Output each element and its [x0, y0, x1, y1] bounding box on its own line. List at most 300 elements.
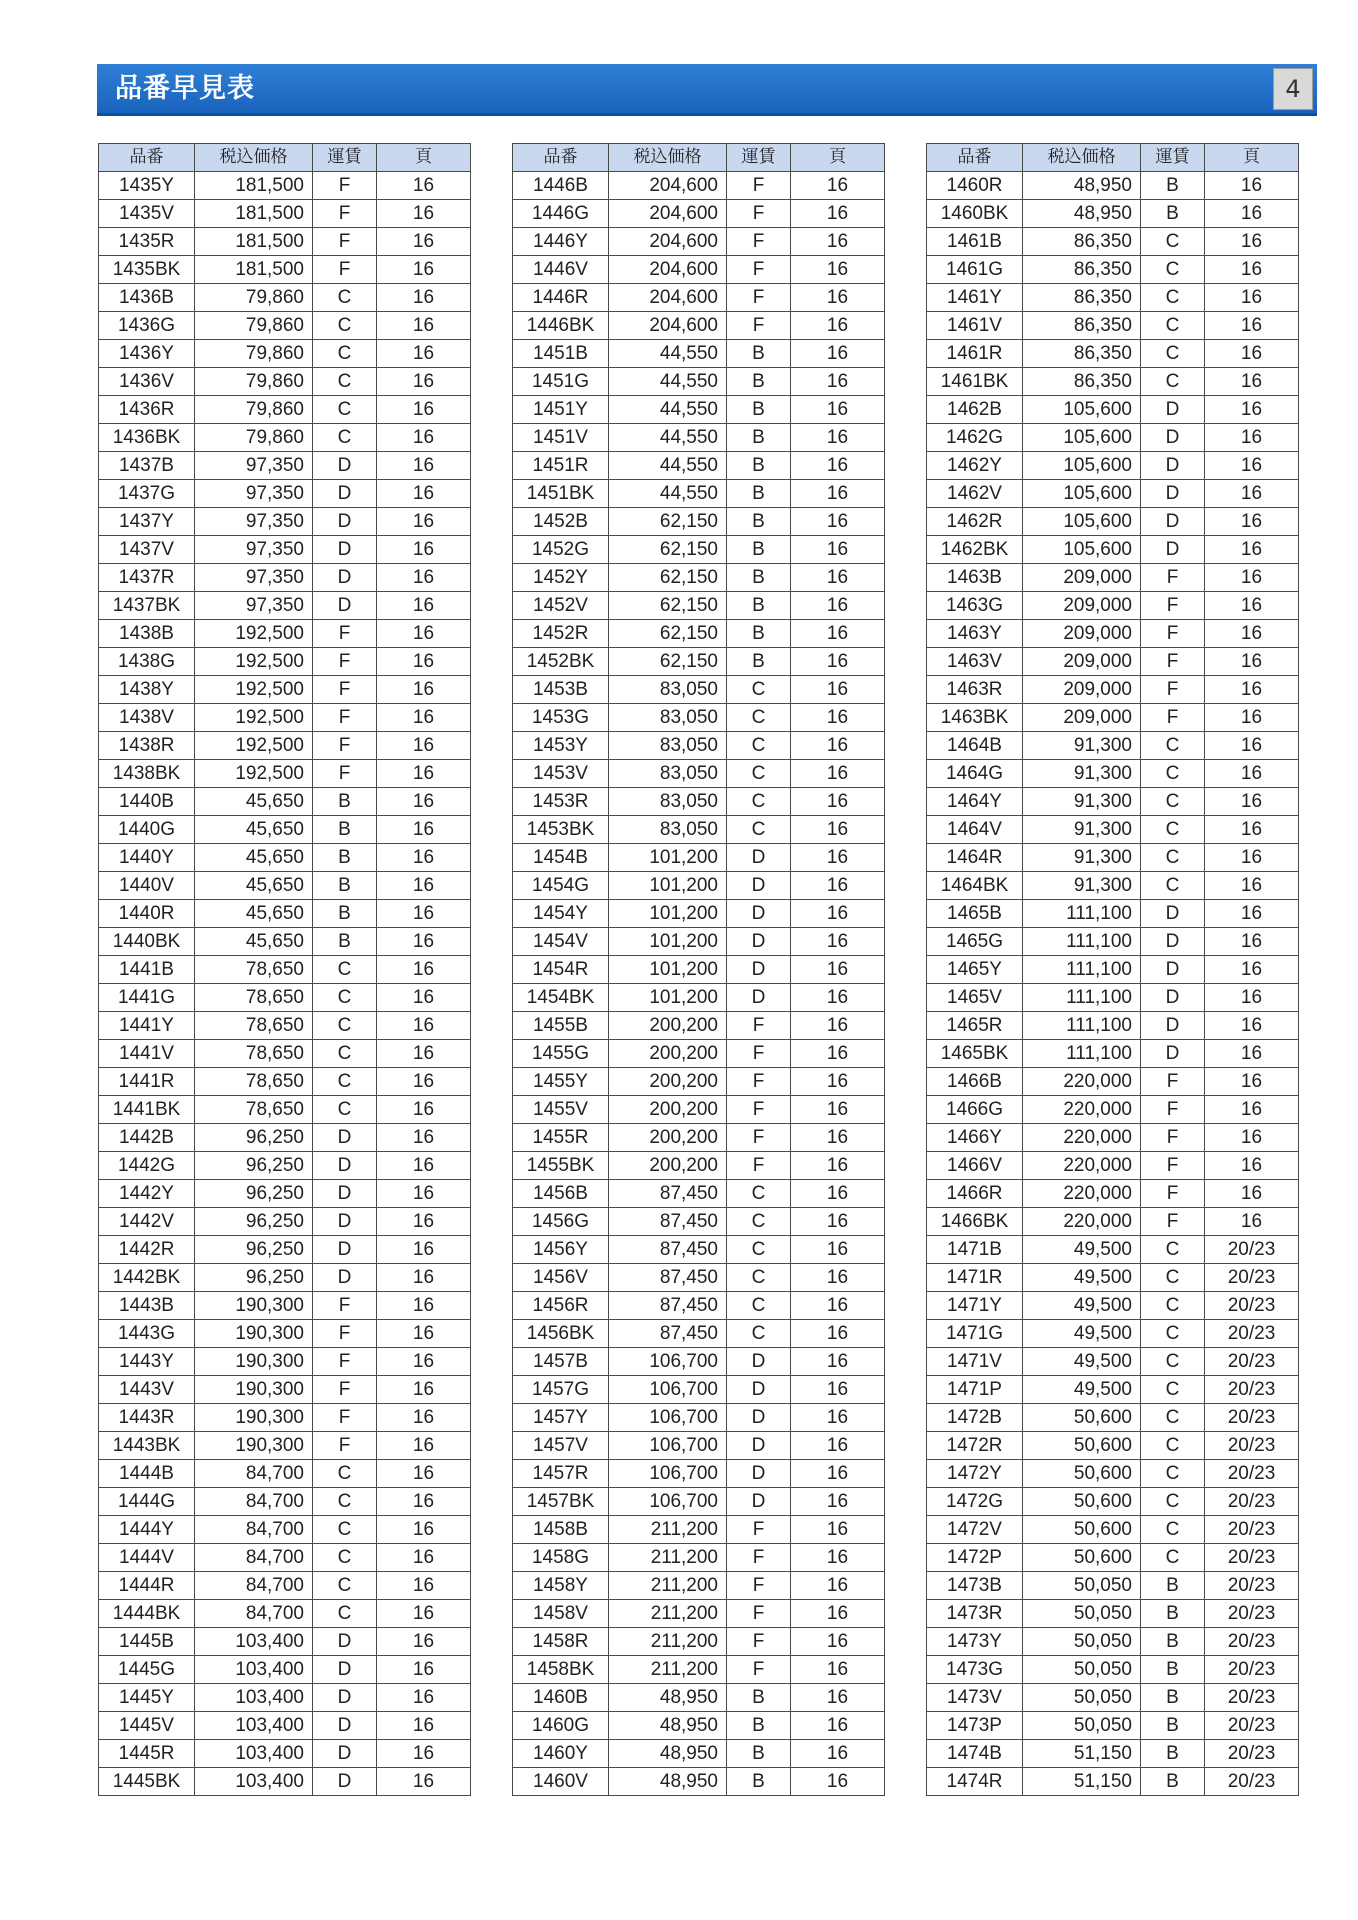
shipping-cell: C: [1141, 1376, 1205, 1404]
page-cell: 16: [1205, 256, 1299, 284]
part-number-cell: 1456Y: [513, 1236, 609, 1264]
part-number-cell: 1452V: [513, 592, 609, 620]
price-cell: 101,200: [609, 872, 727, 900]
page-cell: 20/23: [1205, 1432, 1299, 1460]
table-row: [927, 480, 1299, 508]
page-cell: 16: [791, 508, 885, 536]
shipping-cell: F: [313, 676, 377, 704]
price-cell: 190,300: [195, 1348, 313, 1376]
page-cell: 16: [791, 1488, 885, 1516]
shipping-cell: B: [313, 844, 377, 872]
page-cell: 16: [377, 1572, 471, 1600]
table-row: [513, 312, 885, 340]
part-number-cell: 1460BK: [927, 200, 1023, 228]
table-row: [99, 1460, 471, 1488]
page-cell: 16: [377, 760, 471, 788]
page-cell: 16: [377, 228, 471, 256]
price-cell: 87,450: [609, 1264, 727, 1292]
part-number-cell: 1463R: [927, 676, 1023, 704]
table-row: [99, 1740, 471, 1768]
table-row: [99, 312, 471, 340]
col-header-page: 頁: [791, 144, 885, 172]
price-cell: 111,100: [1023, 900, 1141, 928]
part-number-cell: 1464BK: [927, 872, 1023, 900]
price-cell: 84,700: [195, 1516, 313, 1544]
page-cell: 16: [1205, 508, 1299, 536]
part-number-cell: 1465Y: [927, 956, 1023, 984]
table-row: [99, 1040, 471, 1068]
page-cell: 16: [1205, 1152, 1299, 1180]
page-cell: 16: [791, 1376, 885, 1404]
part-number-cell: 1451V: [513, 424, 609, 452]
part-number-cell: 1451Y: [513, 396, 609, 424]
price-cell: 209,000: [1023, 648, 1141, 676]
page-cell: 16: [1205, 1124, 1299, 1152]
price-cell: 44,550: [609, 368, 727, 396]
part-number-cell: 1464V: [927, 816, 1023, 844]
price-cell: 97,350: [195, 452, 313, 480]
part-number-cell: 1465R: [927, 1012, 1023, 1040]
part-number-cell: 1457R: [513, 1460, 609, 1488]
page-cell: 16: [1205, 788, 1299, 816]
part-number-cell: 1436BK: [99, 424, 195, 452]
price-cell: 45,650: [195, 788, 313, 816]
table-row: [513, 956, 885, 984]
page-cell: 16: [791, 1096, 885, 1124]
page-cell: 16: [377, 1040, 471, 1068]
page-cell: 16: [1205, 340, 1299, 368]
part-number-cell: 1443BK: [99, 1432, 195, 1460]
shipping-cell: B: [727, 1768, 791, 1796]
price-cell: 209,000: [1023, 592, 1141, 620]
col-header-part-number: 品番: [513, 144, 609, 172]
page-cell: 16: [377, 900, 471, 928]
page-cell: 16: [1205, 928, 1299, 956]
price-cell: 204,600: [609, 312, 727, 340]
page-cell: 16: [1205, 284, 1299, 312]
table-row: [99, 1012, 471, 1040]
price-cell: 48,950: [1023, 200, 1141, 228]
shipping-cell: B: [727, 368, 791, 396]
page-cell: 16: [377, 508, 471, 536]
price-cell: 97,350: [195, 592, 313, 620]
page-cell: 16: [377, 284, 471, 312]
page-cell: 16: [791, 340, 885, 368]
price-cell: 103,400: [195, 1712, 313, 1740]
page-cell: 16: [791, 1152, 885, 1180]
table-row: [513, 452, 885, 480]
page-cell: 16: [377, 1460, 471, 1488]
part-number-cell: 1473V: [927, 1684, 1023, 1712]
price-cell: 45,650: [195, 900, 313, 928]
page-cell: 16: [377, 200, 471, 228]
shipping-cell: D: [313, 1180, 377, 1208]
table-row: [513, 1460, 885, 1488]
page-cell: 16: [791, 1236, 885, 1264]
price-cell: 79,860: [195, 396, 313, 424]
part-number-cell: 1455R: [513, 1124, 609, 1152]
table-row: [927, 1404, 1299, 1432]
part-number-cell: 1454BK: [513, 984, 609, 1012]
price-cell: 111,100: [1023, 928, 1141, 956]
table-row: [513, 1404, 885, 1432]
page-cell: 16: [791, 1460, 885, 1488]
price-cell: 105,600: [1023, 396, 1141, 424]
page-cell: 16: [791, 1348, 885, 1376]
shipping-cell: F: [1141, 676, 1205, 704]
part-number-cell: 1465BK: [927, 1040, 1023, 1068]
price-cell: 79,860: [195, 424, 313, 452]
table-row: [927, 1656, 1299, 1684]
page-cell: 16: [791, 396, 885, 424]
shipping-cell: F: [313, 228, 377, 256]
shipping-cell: C: [313, 956, 377, 984]
part-number-cell: 1451R: [513, 452, 609, 480]
part-number-cell: 1471P: [927, 1376, 1023, 1404]
shipping-cell: B: [1141, 1712, 1205, 1740]
shipping-cell: C: [1141, 1544, 1205, 1572]
price-cell: 101,200: [609, 900, 727, 928]
price-cell: 200,200: [609, 1012, 727, 1040]
part-number-cell: 1443B: [99, 1292, 195, 1320]
shipping-cell: D: [313, 536, 377, 564]
shipping-cell: B: [727, 592, 791, 620]
part-number-cell: 1441B: [99, 956, 195, 984]
price-cell: 204,600: [609, 200, 727, 228]
table-row: [99, 1768, 471, 1796]
price-cell: 101,200: [609, 844, 727, 872]
price-cell: 204,600: [609, 256, 727, 284]
price-cell: 49,500: [1023, 1264, 1141, 1292]
table-row: [927, 1600, 1299, 1628]
shipping-cell: F: [727, 1572, 791, 1600]
shipping-cell: F: [727, 312, 791, 340]
page-cell: 16: [377, 396, 471, 424]
part-number-cell: 1456B: [513, 1180, 609, 1208]
page-cell: 16: [1205, 816, 1299, 844]
part-number-cell: 1445G: [99, 1656, 195, 1684]
price-cell: 91,300: [1023, 872, 1141, 900]
table-row: [927, 788, 1299, 816]
shipping-cell: D: [313, 508, 377, 536]
shipping-cell: C: [727, 1292, 791, 1320]
table-row: [513, 900, 885, 928]
shipping-cell: F: [313, 732, 377, 760]
part-number-cell: 1442B: [99, 1124, 195, 1152]
page-cell: 16: [377, 480, 471, 508]
price-cell: 78,650: [195, 956, 313, 984]
part-number-cell: 1451BK: [513, 480, 609, 508]
price-cell: 50,600: [1023, 1404, 1141, 1432]
page-cell: 20/23: [1205, 1628, 1299, 1656]
part-number-cell: 1458Y: [513, 1572, 609, 1600]
part-number-cell: 1464Y: [927, 788, 1023, 816]
page-cell: 16: [377, 844, 471, 872]
price-cell: 45,650: [195, 816, 313, 844]
page-cell: 16: [377, 732, 471, 760]
table-row: [513, 1320, 885, 1348]
shipping-cell: F: [313, 172, 377, 200]
shipping-cell: D: [313, 1768, 377, 1796]
part-number-cell: 1473Y: [927, 1628, 1023, 1656]
part-number-cell: 1453G: [513, 704, 609, 732]
col-header-page: 頁: [377, 144, 471, 172]
shipping-cell: B: [1141, 172, 1205, 200]
price-cell: 49,500: [1023, 1320, 1141, 1348]
shipping-cell: B: [1141, 1768, 1205, 1796]
shipping-cell: D: [727, 1460, 791, 1488]
table-row: [513, 368, 885, 396]
table-row: [99, 1068, 471, 1096]
price-cell: 83,050: [609, 816, 727, 844]
part-number-cell: 1445B: [99, 1628, 195, 1656]
part-number-cell: 1461G: [927, 256, 1023, 284]
part-number-cell: 1441V: [99, 1040, 195, 1068]
page-cell: 16: [377, 704, 471, 732]
price-cell: 84,700: [195, 1488, 313, 1516]
price-cell: 192,500: [195, 620, 313, 648]
table-row: [99, 340, 471, 368]
shipping-cell: D: [727, 1348, 791, 1376]
page-cell: 16: [377, 872, 471, 900]
part-number-cell: 1472R: [927, 1432, 1023, 1460]
price-cell: 181,500: [195, 256, 313, 284]
page-cell: 16: [791, 1684, 885, 1712]
part-number-cell: 1446B: [513, 172, 609, 200]
page-cell: 20/23: [1205, 1712, 1299, 1740]
part-number-cell: 1455V: [513, 1096, 609, 1124]
part-number-cell: 1440BK: [99, 928, 195, 956]
table-row: [927, 1348, 1299, 1376]
table-row: [927, 1628, 1299, 1656]
part-number-cell: 1471V: [927, 1348, 1023, 1376]
price-cell: 209,000: [1023, 704, 1141, 732]
table-row: [99, 1124, 471, 1152]
table-row: [99, 900, 471, 928]
part-number-cell: 1460G: [513, 1712, 609, 1740]
table-row: [927, 1264, 1299, 1292]
page-cell: 16: [377, 256, 471, 284]
page-cell: 16: [1205, 872, 1299, 900]
part-number-cell: 1463G: [927, 592, 1023, 620]
price-cell: 96,250: [195, 1264, 313, 1292]
shipping-cell: F: [727, 1124, 791, 1152]
page-cell: 16: [791, 1572, 885, 1600]
part-number-cell: 1456G: [513, 1208, 609, 1236]
price-cell: 78,650: [195, 1012, 313, 1040]
part-number-cell: 1446Y: [513, 228, 609, 256]
price-cell: 103,400: [195, 1656, 313, 1684]
table-row: [927, 1236, 1299, 1264]
page-cell: 16: [377, 1600, 471, 1628]
page-cell: 16: [1205, 900, 1299, 928]
part-number-cell: 1436V: [99, 368, 195, 396]
table-row: [927, 1516, 1299, 1544]
part-number-cell: 1436Y: [99, 340, 195, 368]
page-cell: 16: [377, 1516, 471, 1544]
shipping-cell: F: [313, 620, 377, 648]
price-cell: 50,600: [1023, 1432, 1141, 1460]
price-cell: 220,000: [1023, 1180, 1141, 1208]
page-cell: 16: [1205, 620, 1299, 648]
part-number-cell: 1453R: [513, 788, 609, 816]
price-cell: 97,350: [195, 564, 313, 592]
part-number-cell: 1436B: [99, 284, 195, 312]
price-cell: 91,300: [1023, 788, 1141, 816]
table-row: [513, 1488, 885, 1516]
page-cell: 20/23: [1205, 1544, 1299, 1572]
table-row: [927, 1684, 1299, 1712]
price-cell: 96,250: [195, 1124, 313, 1152]
table-row: [927, 1208, 1299, 1236]
part-number-cell: 1444Y: [99, 1516, 195, 1544]
col-header-price: 税込価格: [609, 144, 727, 172]
table-row: [99, 172, 471, 200]
table-row: [99, 592, 471, 620]
page-cell: 16: [1205, 844, 1299, 872]
page-cell: 16: [791, 312, 885, 340]
shipping-cell: C: [727, 1264, 791, 1292]
price-cell: 44,550: [609, 396, 727, 424]
shipping-cell: F: [1141, 592, 1205, 620]
price-cell: 111,100: [1023, 1012, 1141, 1040]
shipping-cell: C: [1141, 1348, 1205, 1376]
shipping-cell: C: [1141, 1236, 1205, 1264]
table-row: [513, 508, 885, 536]
page-cell: 16: [377, 1320, 471, 1348]
shipping-cell: B: [1141, 1740, 1205, 1768]
price-cell: 45,650: [195, 844, 313, 872]
shipping-cell: C: [727, 1208, 791, 1236]
table-row: [99, 620, 471, 648]
price-cell: 49,500: [1023, 1292, 1141, 1320]
part-number-cell: 1456BK: [513, 1320, 609, 1348]
part-number-cell: 1461R: [927, 340, 1023, 368]
table-row: [99, 648, 471, 676]
part-number-cell: 1463B: [927, 564, 1023, 592]
page-cell: 16: [1205, 424, 1299, 452]
shipping-cell: C: [1141, 1404, 1205, 1432]
page-cell: 16: [377, 928, 471, 956]
part-number-cell: 1457B: [513, 1348, 609, 1376]
part-number-cell: 1435V: [99, 200, 195, 228]
page-title: 品番早見表: [115, 73, 255, 104]
table-row: [99, 1628, 471, 1656]
table-row: [513, 1264, 885, 1292]
table-row: [99, 676, 471, 704]
part-number-cell: 1465V: [927, 984, 1023, 1012]
page-cell: 16: [791, 732, 885, 760]
part-number-cell: 1462G: [927, 424, 1023, 452]
page-cell: 16: [377, 648, 471, 676]
part-number-cell: 1442G: [99, 1152, 195, 1180]
shipping-cell: D: [1141, 900, 1205, 928]
part-number-cell: 1460R: [927, 172, 1023, 200]
page-cell: 16: [791, 1712, 885, 1740]
shipping-cell: F: [727, 284, 791, 312]
part-number-cell: 1454R: [513, 956, 609, 984]
page-cell: 16: [377, 1684, 471, 1712]
page-cell: 16: [791, 564, 885, 592]
page-cell: 16: [791, 760, 885, 788]
shipping-cell: D: [727, 1432, 791, 1460]
table-row: [99, 1180, 471, 1208]
price-cell: 49,500: [1023, 1376, 1141, 1404]
part-number-cell: 1443V: [99, 1376, 195, 1404]
table-row: [513, 172, 885, 200]
shipping-cell: C: [313, 1516, 377, 1544]
price-cell: 83,050: [609, 704, 727, 732]
price-cell: 204,600: [609, 172, 727, 200]
table-row: [99, 872, 471, 900]
price-cell: 105,600: [1023, 508, 1141, 536]
price-cell: 105,600: [1023, 452, 1141, 480]
part-number-cell: 1442R: [99, 1236, 195, 1264]
page-header: [97, 64, 1317, 116]
page-cell: 16: [377, 1096, 471, 1124]
part-number-cell: 1437Y: [99, 508, 195, 536]
part-number-cell: 1440B: [99, 788, 195, 816]
part-number-cell: 1441BK: [99, 1096, 195, 1124]
table-row: [99, 732, 471, 760]
part-number-cell: 1471R: [927, 1264, 1023, 1292]
page-cell: 16: [377, 1068, 471, 1096]
shipping-cell: C: [1141, 228, 1205, 256]
table-row: [513, 760, 885, 788]
page-cell: 16: [1205, 200, 1299, 228]
table-row: [927, 1320, 1299, 1348]
part-number-cell: 1438Y: [99, 676, 195, 704]
part-number-cell: 1442V: [99, 1208, 195, 1236]
table-row: [927, 452, 1299, 480]
shipping-cell: B: [727, 424, 791, 452]
page-cell: 20/23: [1205, 1516, 1299, 1544]
table-row: [99, 1292, 471, 1320]
page-cell: 16: [377, 984, 471, 1012]
table-row: [513, 480, 885, 508]
page-cell: 16: [791, 1320, 885, 1348]
price-cell: 192,500: [195, 732, 313, 760]
part-number-cell: 1454Y: [513, 900, 609, 928]
table-row: [99, 1684, 471, 1712]
shipping-cell: C: [1141, 1292, 1205, 1320]
table-row: [927, 676, 1299, 704]
table-row: [513, 564, 885, 592]
part-number-cell: 1446G: [513, 200, 609, 228]
shipping-cell: B: [727, 620, 791, 648]
table-row: [99, 564, 471, 592]
part-number-cell: 1473G: [927, 1656, 1023, 1684]
part-number-cell: 1446V: [513, 256, 609, 284]
shipping-cell: C: [727, 816, 791, 844]
table-row: [513, 676, 885, 704]
shipping-cell: F: [313, 1292, 377, 1320]
shipping-cell: C: [1141, 284, 1205, 312]
part-number-cell: 1444BK: [99, 1600, 195, 1628]
part-number-cell: 1455Y: [513, 1068, 609, 1096]
shipping-cell: B: [1141, 1600, 1205, 1628]
table-row: [513, 1740, 885, 1768]
price-cell: 84,700: [195, 1544, 313, 1572]
table-row: [927, 172, 1299, 200]
price-cell: 83,050: [609, 676, 727, 704]
price-cell: 211,200: [609, 1544, 727, 1572]
table-row: [513, 648, 885, 676]
price-cell: 49,500: [1023, 1348, 1141, 1376]
page-cell: 20/23: [1205, 1292, 1299, 1320]
part-number-cell: 1473R: [927, 1600, 1023, 1628]
page-cell: 20/23: [1205, 1684, 1299, 1712]
